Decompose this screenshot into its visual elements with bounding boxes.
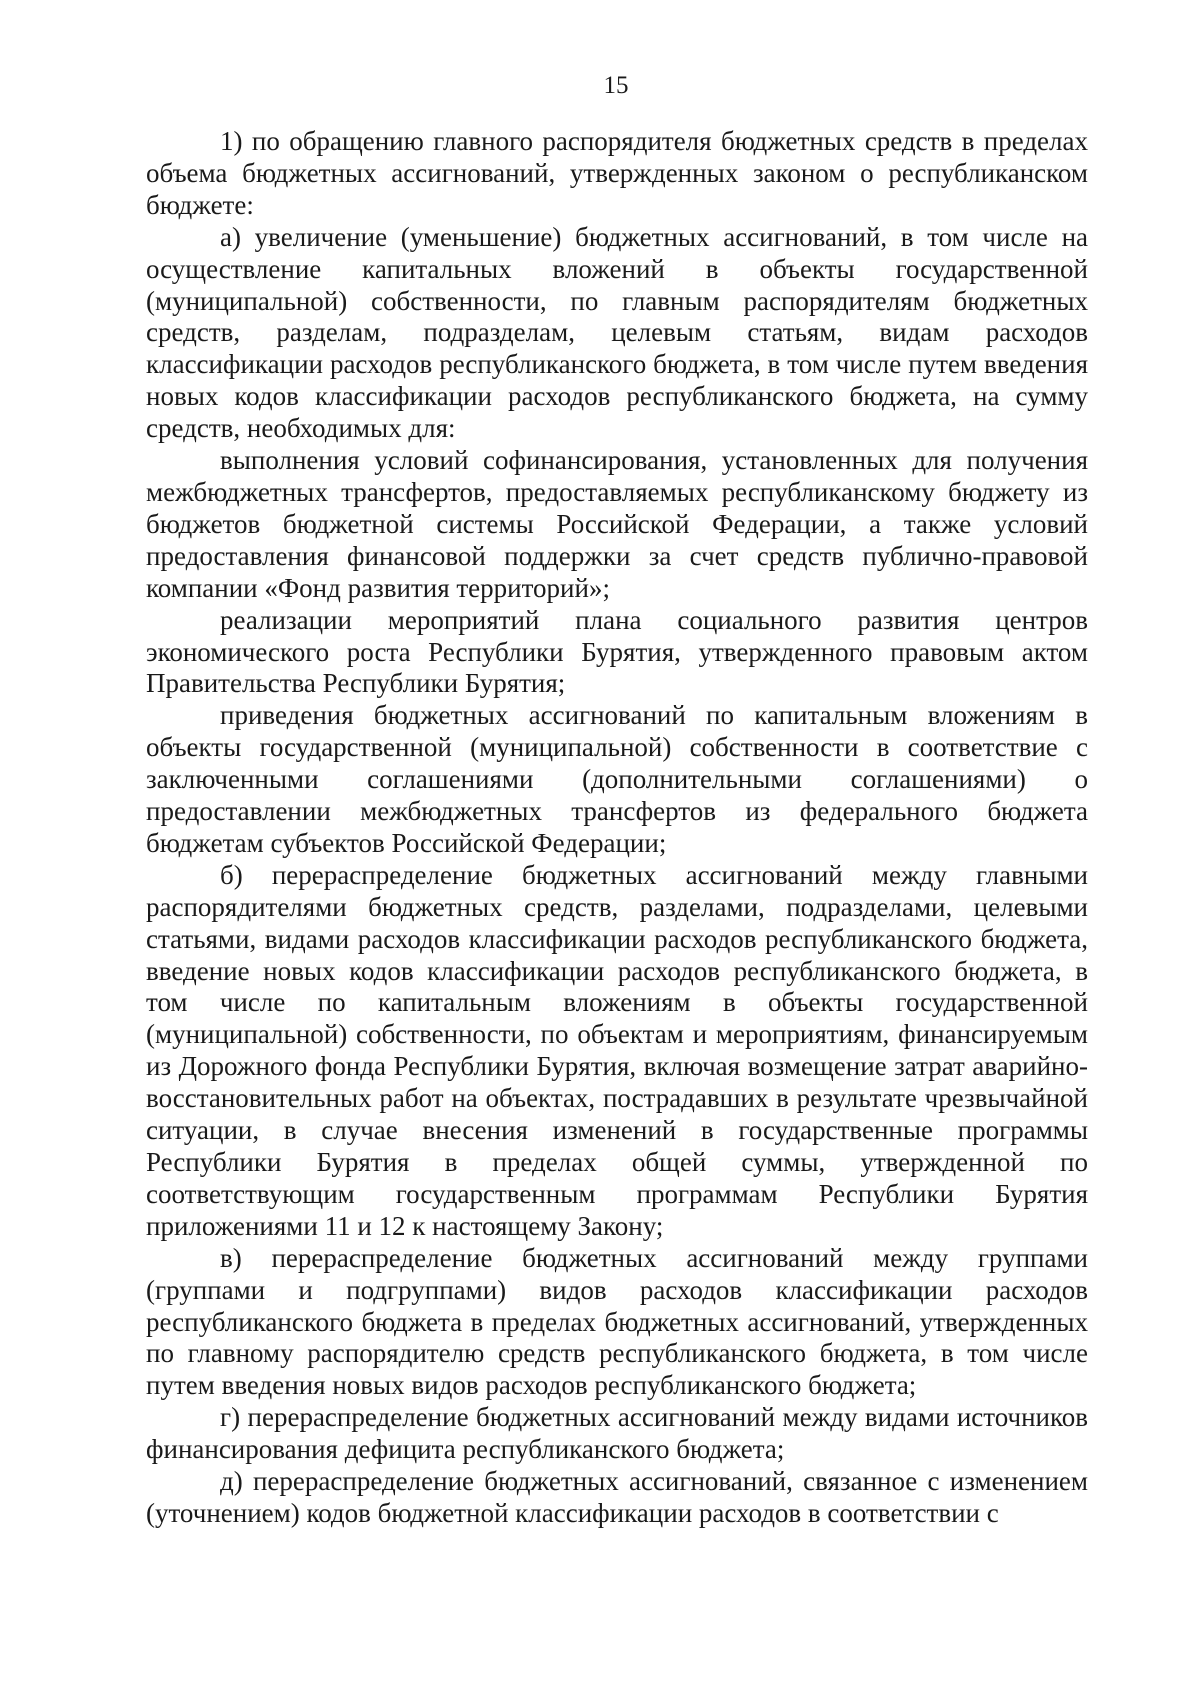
paragraph-1: 1) по обращению главного распорядителя бюджетных средств в пределах объема бюджетных ассигнований, утвержденных законом о республиканском бюджете: (146, 126, 1088, 220)
paragraph-a: а) увеличение (уменьшение) бюджетных ассигнований, в том числе на осуществление капитальных вложений в объекты государственной (муниципальной) собственности, по главным распорядителям бюджетных средств, разделам, подразделам, целевым статьям, видам расходов классификации расходов республиканского бюджета, в том числе путем введения новых кодов классификации расходов республиканского бюджета, на сумму средств, необходимых для: (146, 221, 1088, 444)
document-body (146, 126, 1088, 1530)
paragraph-d: д) перераспределение бюджетных ассигнований, связанное с изменением (уточнением) кодов бюджетной классификации расходов в соответствии с (146, 1466, 1088, 1528)
page-number: 15 (603, 72, 629, 99)
paragraph-capital-investments: приведения бюджетных ассигнований по капитальным вложениям в объекты государственной (муниципальной) собственности в соответствие с заключенными соглашениями (дополнительными соглашениями) о предоставлении межбюджетных трансфертов из федерального бюджета бюджетам субъектов Российской Федерации; (146, 700, 1088, 858)
paragraph-cofinancing: выполнения условий софинансирования, установленных для получения межбюджетных трансфертов, предоставляемых республиканскому бюджету из бюджетов бюджетной системы Российской Федерации, а также условий предоставления финансовой поддержки за счет средств публично-правовой компании «Фонд развития территорий»; (146, 445, 1088, 603)
paragraph-v: в) перераспределение бюджетных ассигнований между группами (группами и подгруппами) видов расходов классификации расходов республиканского бюджета в пределах бюджетных ассигнований, утвержденных по главному распорядителю средств республиканского бюджета, в том числе путем введения новых видов расходов республиканского бюджета; (146, 1242, 1088, 1401)
paragraph-g: г) перераспределение бюджетных ассигнований между видами источников финансирования дефицита республиканского бюджета; (146, 1402, 1088, 1465)
paragraph-growth-centers: реализации мероприятий плана социального развития центров экономического роста Республики Бурятия, утвержденного правовым актом Правительства Республики Бурятия; (146, 604, 1088, 699)
paragraph-b: б) перераспределение бюджетных ассигнований между главными распорядителями бюджетных средств, разделами, подразделами, целевыми статьями, видами расходов классификации расходов республиканского бюджета, введение новых кодов классификации расходов республиканского бюджета, в том числе по капитальным вложениям в объекты государственной (муниципальной) собственности, по объектам и мероприятиям, финансируемым из Дорожного фонда Республики Бурятия, включая возмещение затрат аварийно-восстановительных работ на объектах, пострадавших в результате чрезвычайной ситуации, в случае внесения изменений в государственные программы Республики Бурятия в пределах общей суммы, утвержденной по соответствующим государственным программам Республики Бурятия приложениями 11 и 12 к настоящему Закону; (146, 859, 1088, 1241)
